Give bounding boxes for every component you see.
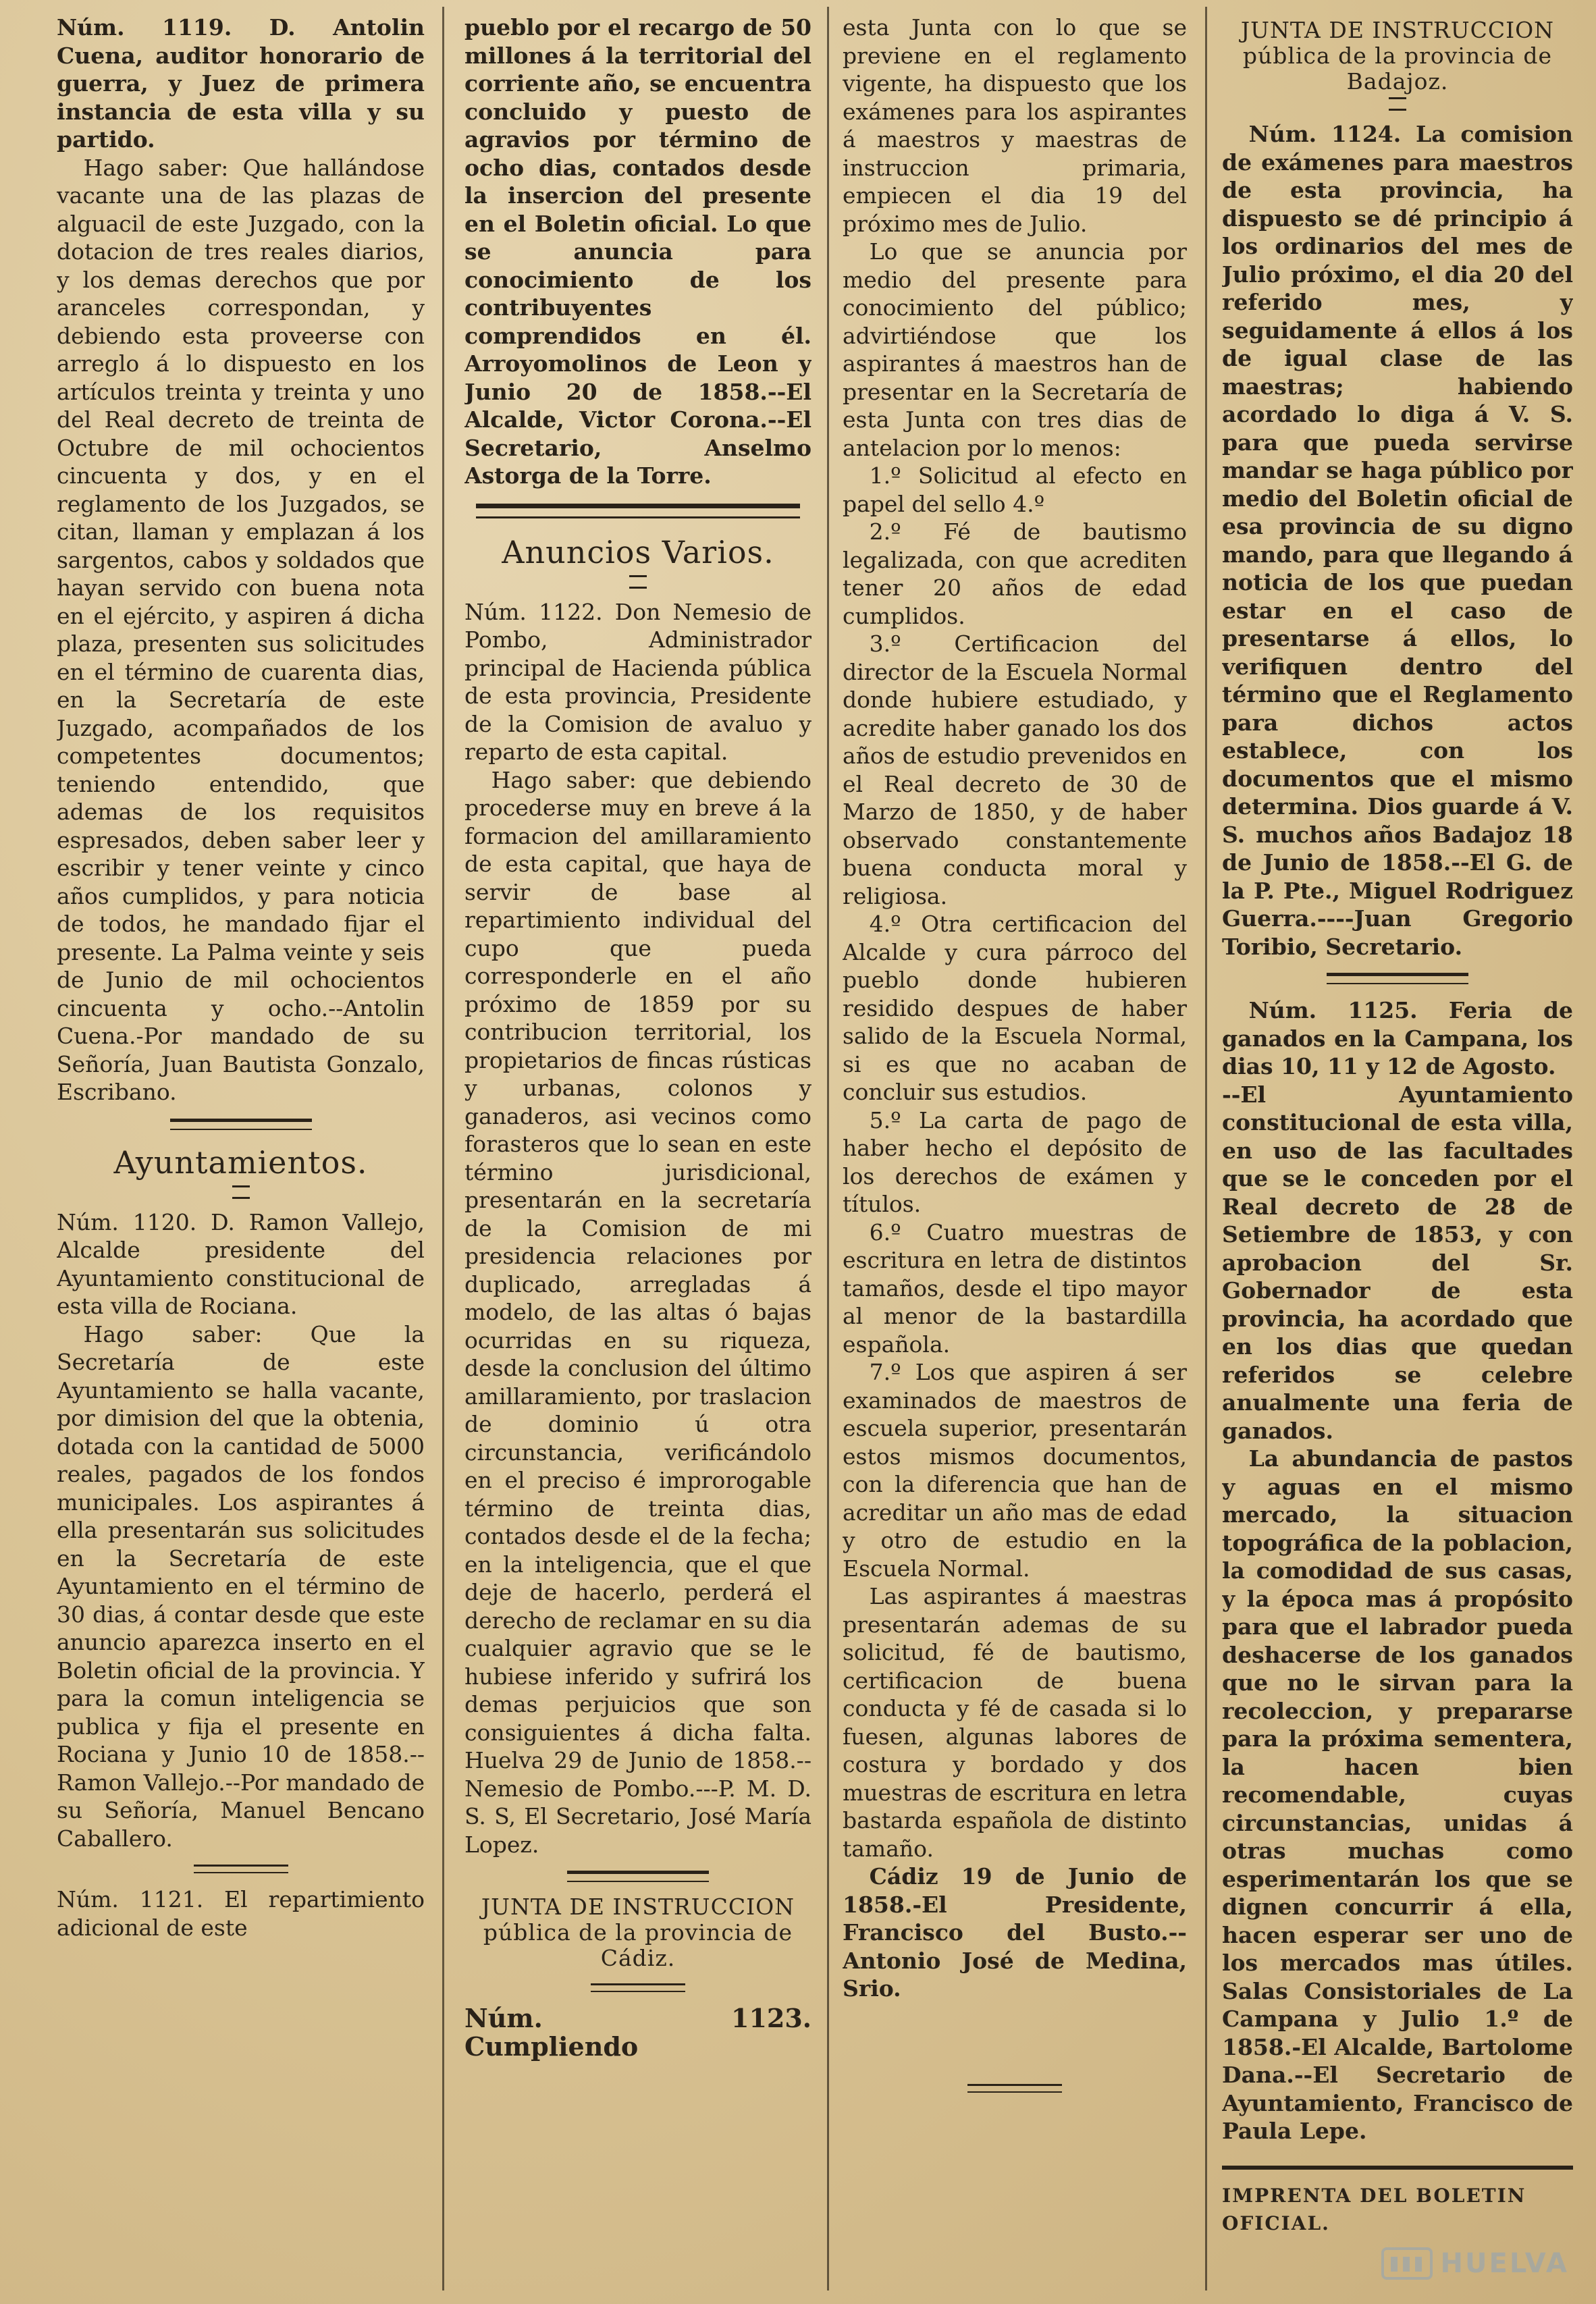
separator — [194, 1865, 288, 1873]
notice-1124-body: Núm. 1124. La comision de exámenes para maestros de esta provincia, ha dispuesto se dé principio á los ordinarios del mes de Julio próximo, el dia 20 del referido mes, y seguidamente á ellos á los de igual clase de las maestras; habiendo acordado lo diga á V. S. para que pueda servirse mandar se haga público por medio del Boletin oficial de esa provincia de su digno mando, para que llegando á noticia de los que puedan estar en el caso de presentarse á ellos, lo verifiquen dentro del término que el Reglamento para dichos actos establece, con los documentos que el mismo determina. Dios guarde á V. S. muchos años Badajoz 18 de Junio de 1858.--El G. de la P. Pte., Miguel Rodriguez Guerra.----Juan Gregorio Toribio, Secretario. — [1222, 121, 1573, 960]
library-logo-icon — [1380, 2243, 1434, 2284]
notice-1122-heading: Núm. 1122. Don Nemesio de Pombo, Administrador principal de Hacienda pública de esta provincia, Presidente de la Comision de avaluo y reparto de esta capital. — [464, 598, 812, 765]
requirements-list — [843, 462, 1187, 1582]
list-item: 3.º Certificacion del director de la Escuela Normal donde hubiere estudiado, y acredite haber ganado los dos años de estudio prevenidos en el Real decreto de 30 de Marzo de 1850, y de haber observado constantemente buena conducta moral y religiosa. — [843, 631, 1187, 909]
junta-cadiz-title: JUNTA DE INSTRUCCION — [481, 1894, 795, 1920]
list-item: 2.º Fé de bautismo legalizada, con que acrediten tener 20 años de edad cumplidos. — [843, 518, 1187, 629]
notice-1125-paragraph-2: La abundancia de pastos y aguas en el mismo mercado, la situacion topográfica de la poblacion, la comodidad de sus casas, y la época mas á propósito para que el labrador pueda deshacerse de los ganados que no le sirvan para la recoleccion, y prepararse para la próxima sementera, la hacen bien recomendable, cuyas circunstancias, unidas á otras muchas como esperimentarán los que se dignen concurrir á ella, hacen esperar ser uno de los mercados mas útiles. Salas Consistoriales de La Campana y Julio 1.º de 1858.-El Alcalde, Bartolome Dana.--El Secretario de Ayuntamiento, Francisco de Paula Lepe. — [1222, 1445, 1573, 2144]
notice-1123-continuation: esta Junta con lo que se previene en el reglamento vigente, ha dispuesto que los exámenes para los aspirantes á maestros y maestras de instruccion primaria, empiecen el dia 19 del próximo mes de Julio. — [843, 14, 1187, 237]
section-divider — [232, 1185, 250, 1199]
notice-1121-heading: Núm. 1121. El repartimiento adicional de este — [57, 1886, 425, 1941]
separator — [591, 1983, 685, 1992]
section-divider — [629, 575, 647, 589]
separator — [1327, 973, 1468, 984]
junta-badajoz-subtitle: pública de la provincia de Badajoz. — [1242, 43, 1553, 95]
notice-1121-continuation: pueblo por el recargo de 50 millones á la territorial del corriente año, se encuentra concluido y puesto de agravios por término de ocho dias, contados desde la insercion del presente en el Boletin oficial. Lo que se anuncia para conocimiento de los contribuyentes comprendidos en él. Arroyomolinos de Leon y Junio 20 de 1858.--El Alcalde, Victor Corona.--El Secretario, Anselmo Astorga de la Torre. — [464, 14, 812, 489]
separator — [567, 1871, 709, 1882]
section-divider — [1389, 97, 1406, 111]
column-1 — [57, 14, 425, 2284]
notice-1119-body: Hago saber: Que hallándose vacante una de las plazas de alguacil de este Juzgado, con la dotacion de tres reales diarios, y los demas derechos que por aranceles correspondan, y debiendo esta proveerse con arreglo á lo dispuesto en los artículos treinta y treinta y uno del Real decreto de treinta de Octubre de mil ochocientos cincuenta y dos, y en el reglamento de los Juzgados, se citan, llaman y emplazan á los sargentos, cabos y soldados que hayan servido con buena nota en el ejército, y aspiren á dicha plaza, presenten sus solicitudes en el término de cuarenta dias, en la Secretaría de este Juzgado, acompañados de los competentes documentos; teniendo entendido, que ademas de los requisitos espresados, deben saber leer y escribir y tener veinte y cinco años cumplidos, y para noticia de todos, he mandado fijar el presente. La Palma veinte y seis de Junio de mil ochocientos cincuenta y ocho.--Antolin Cuena.-Por mandado de su Señoría, Juan Bautista Gonzalo, Escribano. — [57, 154, 425, 1105]
list-item: 7.º Los que aspiren á ser examinados de maestros de escuela superior, presentarán estos mismos documentos, con la diferencia que han de acreditar un año mas de edad y otro de estudio en la Escuela Normal. — [843, 1359, 1187, 1582]
printer-imprint: IMPRENTA DEL BOLETIN OFICIAL. — [1222, 2166, 1573, 2238]
junta-badajoz-heading — [1222, 18, 1573, 95]
column-3 — [843, 14, 1187, 2284]
section-title-ayuntamientos: Ayuntamientos. — [113, 1144, 368, 1181]
notice-1123-maestras: Las aspirantes á maestras presentarán ademas de su solicitud, fé de bautismo, certificacion de buena conducta y fé de casada si lo fuesen, algunas labores de costura y bordado y dos muestras de escritura en letra bastarda española de distinto tamaño. — [843, 1583, 1187, 1862]
list-item: 4.º Otra certificacion del Alcalde y cura párroco del pueblo donde hubieren residido despues de haber salido de la Escuela Normal, si es que no acaban de concluir sus estudios. — [843, 911, 1187, 1105]
list-item: 6.º Cuatro muestras de escritura en letra de distintos tamaños, desde el tipo mayor al menor de la bastardilla española. — [843, 1218, 1187, 1358]
list-item: 5.º La carta de pago de haber hecho el depósito de los derechos de exámen y títulos. — [843, 1106, 1187, 1217]
notice-1120-heading: Núm. 1120. D. Ramon Vallejo, Alcalde presidente del Ayuntamiento constitucional de esta villa de Rociana. — [57, 1208, 425, 1319]
junta-badajoz-title: JUNTA DE INSTRUCCION — [1240, 17, 1555, 43]
notice-1119-heading: Núm. 1119. D. Antolin Cuena, auditor honorario de guerra, y Juez de primera instancia de esta villa y su partido. — [57, 14, 425, 153]
column-rule — [1205, 7, 1207, 2290]
notice-1123-heading: Núm. 1123. Cumpliendo — [464, 2003, 812, 2062]
separator — [170, 1119, 312, 1130]
notice-1123-paragraph: Lo que se anuncia por medio del presente para conocimiento del público; advirtiéndose que los aspirantes á maestros han de presentar en la Secretaría de esta Junta con tres dias de antelacion por lo menos: — [843, 238, 1187, 461]
list-item: 1.º Solicitud al efecto en papel del sello 4.º — [843, 462, 1187, 517]
separator — [476, 504, 800, 518]
junta-cadiz-subtitle: pública de la provincia de Cádiz. — [483, 1919, 793, 1971]
section-title-anuncios-varios: Anuncios Varios. — [502, 533, 774, 570]
separator — [967, 2084, 1062, 2093]
junta-cadiz-heading — [464, 1894, 812, 1971]
notice-1122-body: Hago saber: que debiendo procederse muy en breve á la formacion del amillaramiento de esta capital, que haya de servir de base al repartimiento individual del cupo que pueda corresponderle en el año próximo de 1859 por su contribucion territorial, los propietarios de fincas rústicas y urbanas, colonos y ganaderos, asi vecinos como forasteros que lo sean en este término jurisdicional, presentarán en la secretaría de la Comision de mi presidencia relaciones por duplicado, arregladas á modelo, de las altas ó bajas ocurridas en su riqueza, desde la conclusion del último amillaramiento, por traslacion de dominio ú otra circunstancia, verificándolo en el preciso é improrogable término de treinta dias, contados desde el de la fecha; en la inteligencia, que el que deje de hacerlo, perderá el derecho de reclamar en su dia cualquier agravio que se le hubiese inferido y sufrirá los demas perjuicios que son consiguientes á dicha falta. Huelva 29 de Junio de 1858.--Nemesio de Pombo.---P. M. D. S. S, El Secretario, José María Lopez. — [464, 766, 812, 1858]
column-2 — [464, 14, 812, 2284]
watermark-text: HUELVA — [1440, 2248, 1569, 2279]
notice-1125-heading: Núm. 1125. Feria de ganados en la Campana, los dias 10, 11 y 12 de Agosto. — [1222, 997, 1573, 1079]
column-rule — [442, 7, 444, 2290]
column-rule — [827, 7, 829, 2290]
notice-1120-body: Hago saber: Que la Secretaría de este Ayuntamiento se halla vacante, por dimision del que la obtenia, dotada con la cantidad de 5000 reales, pagados de los fondos municipales. Los aspirantes á ella presentarán sus solicitudes en la Secretaría de este Ayuntamiento en el término de 30 dias, á contar desde que este anuncio aparezca inserto en el Boletin oficial de la provincia. Y para la comun inteligencia se publica y fija el presente en Rociana y Junio 10 de 1858.--Ramon Vallejo.--Por mandado de su Señoría, Manuel Bencano Caballero. — [57, 1320, 425, 1852]
column-4 — [1222, 14, 1573, 2284]
huelva-watermark — [1380, 2243, 1569, 2284]
notice-1123-signature: Cádiz 19 de Junio de 1858.-El Presidente, Francisco del Busto.--Antonio José de Medina, Srio. — [843, 1863, 1187, 2002]
notice-1125-paragraph-1: --El Ayuntamiento constitucional de esta villa, en uso de las facultades que se le conceden por el Real decreto de 28 de Setiembre de 1853, y con aprobacion del Sr. Gobernador de esta provincia, ha acordado que en los dias que quedan referidos se celebre anualmente una feria de ganados. — [1222, 1081, 1573, 1444]
